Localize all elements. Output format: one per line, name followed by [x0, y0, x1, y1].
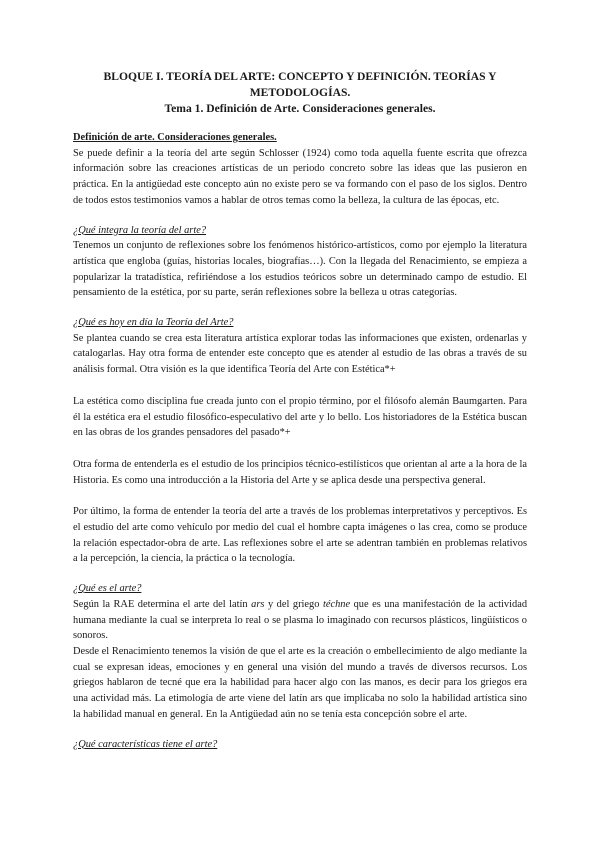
section-heading-caracteristicas: ¿Qué características tiene el arte? — [73, 738, 218, 750]
text-run: que es una manifestación de la actividad humana mediante la cual se interpreta lo real o se plasma lo imaginado con recursos plásticos, lingüísticos o sonoros. — [73, 598, 528, 642]
paragraph-hoy-1: Se plantea cuando se crea esta literatura artística explorar todas las informaciones que existen, ordenarlas y catalogarlas. Hay otra forma de entender este concepto que es atender al estudio de las obras a través de su análisis formal. Otra visión es la que identifica Teoría del Arte con Estética*+ — [73, 332, 527, 376]
title-block — [70, 69, 530, 117]
paragraph-definicion: Se puede definir a la teoría del arte según Schlosser (1924) como toda aquella fuente escrita que ofrezca información sobre las creaciones artísticas de un periodo concreto sobre las ideas que las pusieron en práctica. En la antigüedad este concepto aún no existe pero se va formando con el paso de los siglos. Dentro de todos estos testimonios vamos a hablar de otros temas como la belleza, la cultura de las épocas, etc. — [73, 147, 527, 206]
term-ars: ars — [251, 598, 265, 610]
paragraph-hoy-3: Otra forma de entenderla es el estudio de los principios técnico-estilísticos que orientan al arte a la hora de la Historia. Es como una introducción a la Historia del Arte y se aplica desde una perspectiva general. — [73, 458, 527, 486]
paragraph-integra: Tenemos un conjunto de reflexiones sobre los fenómenos histórico-artísticos, como por ejemplo la literatura artística que engloba (guías, historias locales, biografías…). Con la llegada del Renacimiento, se empieza a popularizar la tratadística, refiriéndose a los estudios teóricos sobre un determinado campo de estudio. El pensamiento de la estética, por su parte, serán reflexiones sobre la belleza u otras categorías. — [73, 240, 527, 299]
text-run: Según la RAE determina el arte del latín — [73, 598, 252, 610]
section-heading-hoy: ¿Qué es hoy en día la Teoría del Arte? — [73, 317, 234, 329]
text-run: y del griego — [264, 598, 323, 610]
paragraph-hoy-4: Por último, la forma de entender la teoría del arte a través de los problemas interpretativos y perceptivos. Es el estudio del arte como vehículo por medio del cual el hombre capta imágenes o las crea, como se produce la relación espectador-obra de arte. Las reflexiones sobre el arte se adentran también en problemas relativos a la percepción, la ciencia, la práctica o la tecnología. — [73, 506, 527, 565]
paragraph-arte-2: Desde el Renacimiento tenemos la visión de que el arte es la creación o embellecimiento de algo mediante la cual se expresan ideas, emociones y en general una visión del mundo a través de diversos recursos. Los griegos hablaron de tecné que era la habilidad para hacer algo con las manos, es decir para los griegos era una actividad más. La etimología de arte viene del latín ars que implicaba no solo la habilidad artística sino la habilidad manual en general. En la Antigüedad aún no se tenía esta concepción sobre el arte. — [73, 645, 527, 720]
term-techne: téchne — [322, 598, 351, 610]
document-subtitle: Tema 1. Definición de Arte. Consideraciones generales. — [164, 102, 436, 115]
paragraph-hoy-2: La estética como disciplina fue creada junto con el propio término, por el filósofo alemán Baumgarten. Para él la estética era el estudio filosófico-especulativo del arte y lo bello. Los historiadores de la Estética buscan en las obras de los grandes pensadores del pasado*+ — [73, 395, 527, 439]
section-heading-integra: ¿Qué integra la teoría del arte? — [73, 224, 207, 236]
paragraph-arte-1 — [73, 597, 527, 644]
section-heading-arte: ¿Qué es el arte? — [73, 583, 142, 595]
document-title-line-1: BLOQUE I. TEORÍA DEL ARTE: CONCEPTO Y DEFINICIÓN. TEORÍAS Y — [103, 70, 497, 83]
section-heading-definicion: Definición de arte. Consideraciones generales. — [73, 132, 277, 143]
document-body — [73, 130, 527, 752]
document-title-line-2: METODOLOGÍAS. — [249, 86, 351, 99]
